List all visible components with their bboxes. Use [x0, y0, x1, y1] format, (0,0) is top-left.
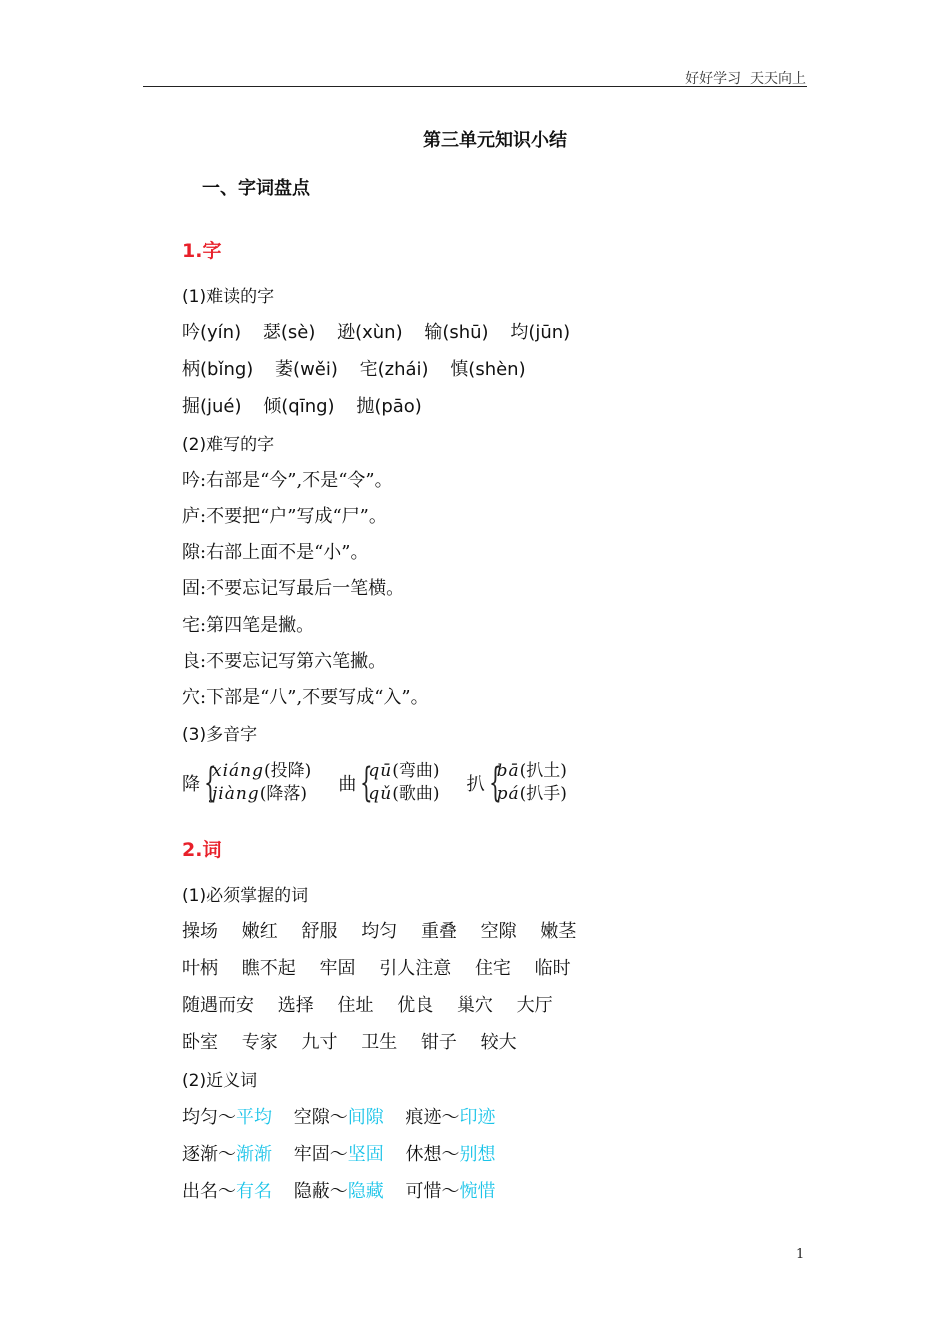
word-item: 巢穴 [456, 995, 493, 1016]
hard-read-row-1 [182, 321, 586, 345]
page-number: 1 [796, 1247, 805, 1262]
hard-write-line: 穴:下部是“八”,不要写成“入”。 [182, 687, 429, 708]
word-item: 瞧不起 [241, 958, 296, 979]
left-brace: { [488, 760, 502, 806]
word-item: 九寸 [301, 1032, 338, 1053]
word-item: 优良 [397, 995, 434, 1016]
heading-words: 2.词 [182, 839, 222, 861]
synonym-row-2 [182, 1143, 511, 1167]
hard-read-item: 宅(zhái) [359, 359, 429, 380]
word-item: 引人注意 [379, 958, 452, 979]
synonym-pair: 隐蔽～隐藏 [293, 1181, 384, 1202]
hard-read-item: 柄(bǐng) [182, 359, 254, 380]
word-item: 均匀 [361, 921, 398, 942]
word-item: 舒服 [301, 921, 338, 942]
page-title: 第三单元知识小结 [423, 130, 567, 151]
synonym-pair: 均匀～平均 [182, 1107, 272, 1128]
must-know-row-1 [182, 920, 594, 944]
hard-read-item: 输(shū) [424, 322, 489, 343]
hard-read-row-2 [182, 358, 542, 382]
synonym-pair: 逐渐～渐渐 [182, 1144, 272, 1165]
label-hard-to-write: (2)难写的字 [182, 435, 275, 455]
word-item: 专家 [241, 1032, 278, 1053]
word-item: 较大 [480, 1032, 517, 1053]
hard-write-line: 宅:第四笔是撇。 [182, 615, 315, 636]
hard-read-item: 慎(shèn) [450, 359, 526, 380]
word-item: 空隙 [480, 921, 517, 942]
word-item: 钳子 [420, 1032, 457, 1053]
must-know-row-3 [182, 994, 571, 1018]
hard-read-item: 抛(pāo) [356, 396, 422, 417]
label-must-know: (1)必须掌握的词 [182, 886, 309, 906]
header-text: 好好学习 天天向上 [685, 71, 806, 87]
word-item: 卫生 [361, 1032, 398, 1053]
polyphone-item: 降 { xiáng(投降) jiàng(降落) [182, 760, 312, 806]
polyphone-item: 曲 { qū(弯曲) qǔ(歌曲) [338, 760, 440, 806]
label-hard-to-read: (1)难读的字 [182, 287, 275, 307]
hard-write-line: 庐:不要把“户”写成“尸”。 [182, 506, 387, 527]
synonym-pair: 可惜～惋惜 [405, 1181, 496, 1202]
synonym-row-1 [182, 1106, 511, 1130]
synonym-pair: 牢固～坚固 [293, 1144, 384, 1165]
hard-write-line: 良:不要忘记写第六笔撇。 [182, 651, 387, 672]
left-brace: { [204, 760, 217, 806]
hard-write-line: 固:不要忘记写最后一笔横。 [182, 578, 405, 599]
word-item: 嫩红 [241, 921, 278, 942]
word-item: 重叠 [420, 921, 457, 942]
word-item: 叶柄 [182, 958, 218, 979]
synonym-row-3 [182, 1180, 511, 1204]
synonym-pair: 出名～有名 [182, 1181, 272, 1202]
hard-write-line: 隙:右部上面不是“小”。 [182, 542, 369, 563]
synonym-pair: 休想～别想 [405, 1144, 496, 1165]
label-synonyms: (2)近义词 [182, 1071, 258, 1091]
word-item: 住宅 [474, 958, 511, 979]
hard-read-item: 掘(jué) [182, 396, 242, 417]
word-item: 临时 [534, 958, 571, 979]
word-item: 牢固 [319, 958, 356, 979]
hard-read-item: 瑟(sè) [262, 322, 316, 343]
word-item: 操场 [182, 921, 218, 942]
hard-write-line: 吟:右部是“今”,不是“令”。 [182, 470, 393, 491]
word-item: 住址 [337, 995, 374, 1016]
synonym-pair: 痕迹～印迹 [405, 1107, 496, 1128]
polyphone-item: 扒 { bā(扒土) pá(扒手) [466, 760, 567, 806]
word-item: 卧室 [182, 1032, 218, 1053]
hard-read-item: 均(jūn) [510, 322, 571, 343]
word-item: 随遇而安 [182, 995, 254, 1016]
word-item: 嫩茎 [540, 921, 577, 942]
heading-characters: 1.字 [182, 240, 222, 262]
word-item: 选择 [277, 995, 314, 1016]
hard-read-item: 逊(xùn) [337, 322, 403, 343]
section-title: 一、字词盘点 [202, 178, 310, 199]
hard-read-item: 萎(wěi) [275, 359, 338, 380]
hard-read-item: 吟(yín) [182, 322, 242, 343]
polyphone-row [182, 760, 589, 810]
word-item: 大厅 [516, 995, 553, 1016]
left-brace: { [360, 760, 374, 806]
header-rule [143, 86, 807, 87]
hard-read-row-3 [182, 395, 438, 419]
must-know-row-4 [182, 1031, 535, 1055]
must-know-row-2 [182, 957, 589, 981]
label-polyphones: (3)多音字 [182, 725, 258, 745]
hard-read-item: 倾(qīng) [263, 396, 335, 417]
synonym-pair: 空隙～间隙 [293, 1107, 384, 1128]
